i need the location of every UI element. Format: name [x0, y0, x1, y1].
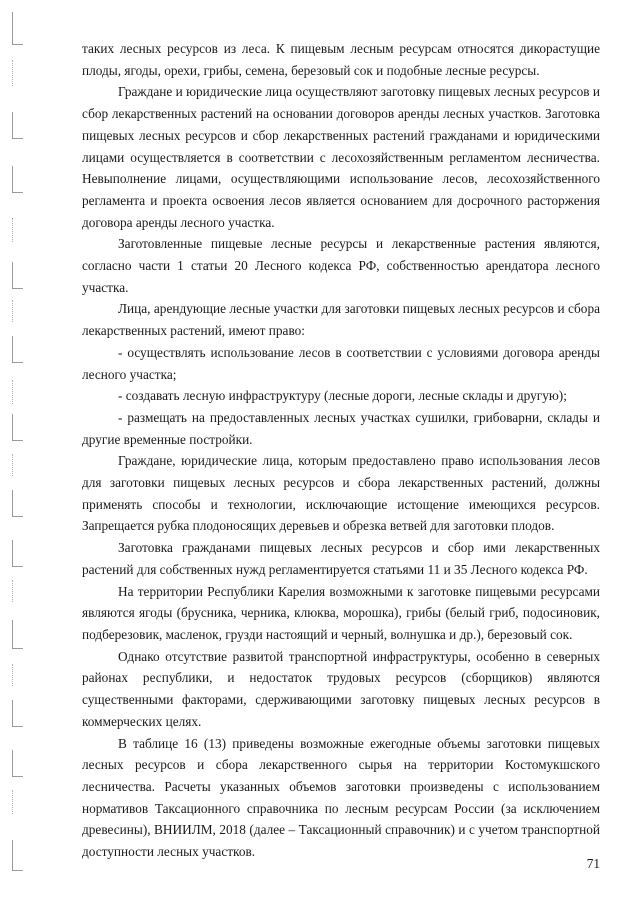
- binding-dots: [12, 218, 14, 242]
- paragraph: На территории Республики Карелия возможными к заготовке пищевыми ресурсами являются ягоды (брусника, черника, клюква, морошка), грибы (белый гриб, подосиновик, подберезовик, масленок, грузди настоящий и черный, волнушка и др.), березовый сок.: [82, 583, 600, 642]
- binding-mark: [12, 540, 23, 567]
- list-item: - осуществлять использование лесов в соответствии с условиями договора аренды лесного участка;: [82, 344, 600, 382]
- binding-mark: [12, 700, 23, 727]
- paragraph: Однако отсутствие развитой транспортной инфраструктуры, особенно в северных районах республики, и недостаток трудовых ресурсов (сборщиков) являются существенными факторами, сдерживающими заготовку пищевых лесных ресурсов в коммерческих целях.: [82, 648, 600, 729]
- binding-mark: [12, 262, 23, 289]
- binding-dots: [12, 580, 14, 602]
- binding-dots: [12, 300, 14, 322]
- paragraph: Лица, арендующие лесные участки для заготовки пищевых лесных ресурсов и сбора лекарственных растений, имеют право:: [82, 301, 600, 339]
- binding-margin: [0, 0, 40, 905]
- paragraph: Граждане и юридические лица осуществляют заготовку пищевых лесных ресурсов и сбор лекарственных растений на основании договоров аренды лесных участков. Заготовка пищевых лесных ресурсов и сбор лекарственных растений гражданами и юридическими лицами осуществляется в соответствии с лесохозяйственным регламентом лесничества. Невыполнение лицами, осуществляющими использование лесов, лесохозяйственного регламента и проекта освоения лесов является основанием для досрочного расторжения договора аренды лесного участка.: [82, 84, 600, 230]
- binding-dots: [12, 664, 14, 686]
- binding-mark: [12, 750, 23, 777]
- binding-dots: [12, 790, 14, 814]
- binding-dots: [12, 380, 14, 404]
- paragraph: Заготовка гражданами пищевых лесных ресурсов и сбор ими лекарственных растений для собственных нужд регламентируется статьями 11 и 35 Лесного кодекса РФ.: [82, 540, 600, 577]
- binding-mark: [12, 620, 23, 649]
- paragraph: таких лесных ресурсов из леса. К пищевым лесным ресурсам относятся дикорастущие плоды, ягоды, орехи, грибы, семена, березовый сок и подобные лесные ресурсы.: [82, 41, 600, 78]
- page-number: 71: [586, 856, 600, 871]
- binding-mark: [12, 840, 23, 871]
- binding-mark: [12, 112, 23, 139]
- binding-dots: [12, 454, 14, 476]
- binding-mark: [12, 414, 23, 441]
- document-page: [82, 38, 600, 863]
- binding-dots: [12, 60, 14, 86]
- paragraph: В таблице 16 (13) приведены возможные ежегодные объемы заготовки пищевых лесных ресурсов и сбора лекарственного сырья на территории Костомукшского лесничества. Расчеты указанных объемов заготовки произведены с использованием нормативов Таксационного справочника по лесным ресурсам России (за исключением древесины), ВНИИЛМ, 2018 (далее – Таксационный справочник) и с учетом транспортной доступности лесных участков.: [82, 735, 600, 860]
- paragraph: Граждане, юридические лица, которым предоставлено право использования лесов для заготовки пищевых лесных ресурсов и сбора лекарственных растений, должны применять способы и технологии, исключающие истощение имеющихся ресурсов. Запрещается рубка плодоносящих деревьев и обрезка ветвей для заготовки плодов.: [82, 453, 600, 534]
- paragraph: Заготовленные пищевые лесные ресурсы и лекарственные растения являются, согласно части 1 статьи 20 Лесного кодекса РФ, собственностью арендатора лесного участка.: [82, 236, 600, 295]
- binding-mark: [12, 490, 23, 517]
- binding-mark: [12, 166, 23, 193]
- binding-mark: [12, 336, 23, 363]
- binding-mark: [12, 12, 23, 45]
- list-item: - создавать лесную инфраструктуру (лесные дороги, лесные склады и другую);: [118, 388, 567, 404]
- list-item: - размещать на предоставленных лесных участках сушилки, грибоварни, склады и другие временные постройки.: [82, 409, 600, 447]
